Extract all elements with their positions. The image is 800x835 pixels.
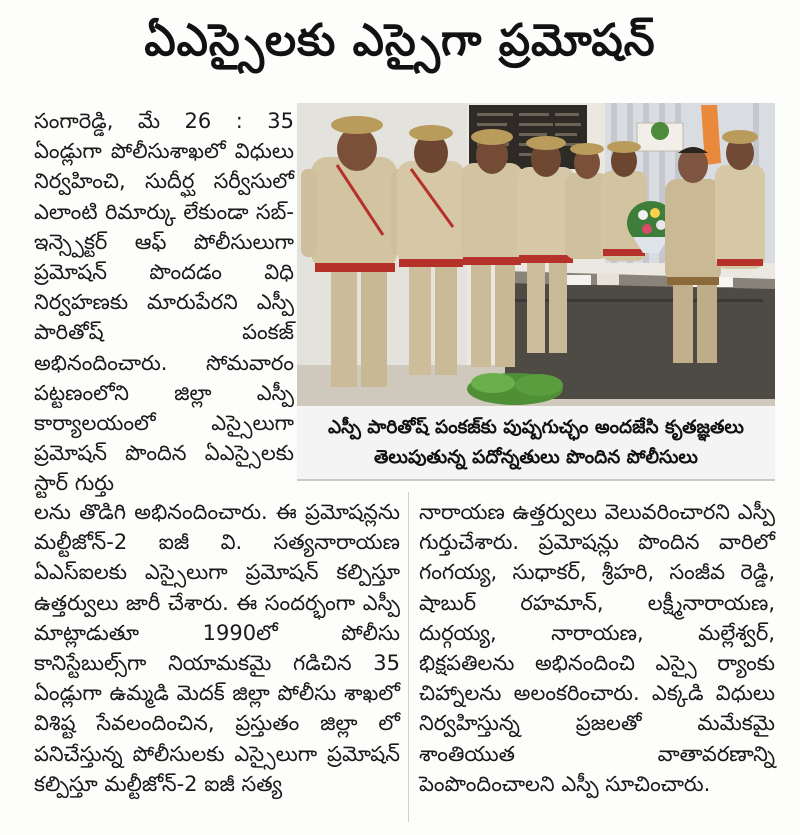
article-text-part-3: నారాయణ ఉత్తర్వులు వెలువరించారని ఎస్పీ గుర్తుచేశారు. ప్రమోషన్లు పొందిన వారిలో గంగయ్య, సుధాకర్, శ్రీహరి, సంజీవ రెడ్డి, షాబుర్ రహమాన్, లక్ష్మీనారాయణ, దుర్గయ్య, నారాయణ, మల్లేశ్వర్, భిక్షపతిలను అభినందించి ఎస్సై ర్యాంకు చిహ్నాలను అలంకరించారు. ఎక్కడి విధులు నిర్వహిస్తున్న ప్రజలతో మమేకమై శాంతియుత వాతావరణాన్ని పెంపొందించాలని ఎస్పీ సూచించారు. — [419, 500, 775, 796]
article-column-1 — [34, 106, 294, 499]
article-headline: ఏఎస్సైలకు ఎస్సైగా ప్రమోషన్ — [144, 15, 656, 66]
article-column-2 — [34, 497, 400, 799]
column-divider — [408, 492, 409, 822]
article-column-3 — [419, 497, 775, 799]
photo-caption — [297, 406, 775, 481]
caption-line-1: ఎస్పీ పారితోష్ పంకజ్‌కు పుష్పగుచ్ఛం అందజేసి కృతజ్ఞతలు — [328, 416, 744, 438]
potted-plant — [467, 373, 563, 405]
article-text-part-2: లను తొడిగి అభినందించారు. ఈ ప్రమోషన్లను మల్టీజోన్-2 ఐజీ వి. సత్యనారాయణ ఏఎస్ఐలకు ఎస్సైలుగా ప్రమోషన్ కల్పిస్తూ ఉత్తర్వులు జారీ చేశారు. ఈ సందర్భంగా ఎస్పీ మాట్లాడుతూ 1990లో పోలీసు కానిస్టేబుల్స్‌గా నియామకమై గడిచిన 35 ఏండ్లుగా ఉమ్మడి మెదక్ జిల్లా పోలీసు శాఖలో విశిష్ట సేవలందించిన, ప్రస్తుతం జిల్లా లో పనిచేస్తున్న పోలీసులకు ఎస్సైలుగా ప్రమోషన్ కల్పిస్తూ మల్టీజోన్-2 ఐజీ సత్య — [34, 500, 400, 796]
article-text-part-1: సంగారెడ్డి, మే 26 : 35 ఏండ్లుగా పోలీసుశాఖలో విధులు నిర్వహించి, సుదీర్ఘ సర్వీసులో ఎలాంటి రిమార్కు లేకుండా సబ్-ఇన్స్పెక్టర్ ఆఫ్ పోలీసులుగా ప్రమోషన్ పొందడం విధి నిర్వహణకు మారుపేరని ఎస్పీ పారితోష్ పంకజ్ అభినందించారు. సోమవారం పట్టణంలోని జిల్లా ఎస్పీ కార్యాలయంలో ఎస్సైలుగా ప్రమోషన్ పొందిన ఏఎస్సైలకు స్టార్ గుర్తు — [34, 109, 294, 496]
caption-line-2: తెలుపుతున్న పదోన్నతులు పొందిన పోలీసులు — [374, 446, 698, 468]
police-officers-photo-illustration — [297, 103, 775, 406]
news-photo — [297, 103, 775, 406]
